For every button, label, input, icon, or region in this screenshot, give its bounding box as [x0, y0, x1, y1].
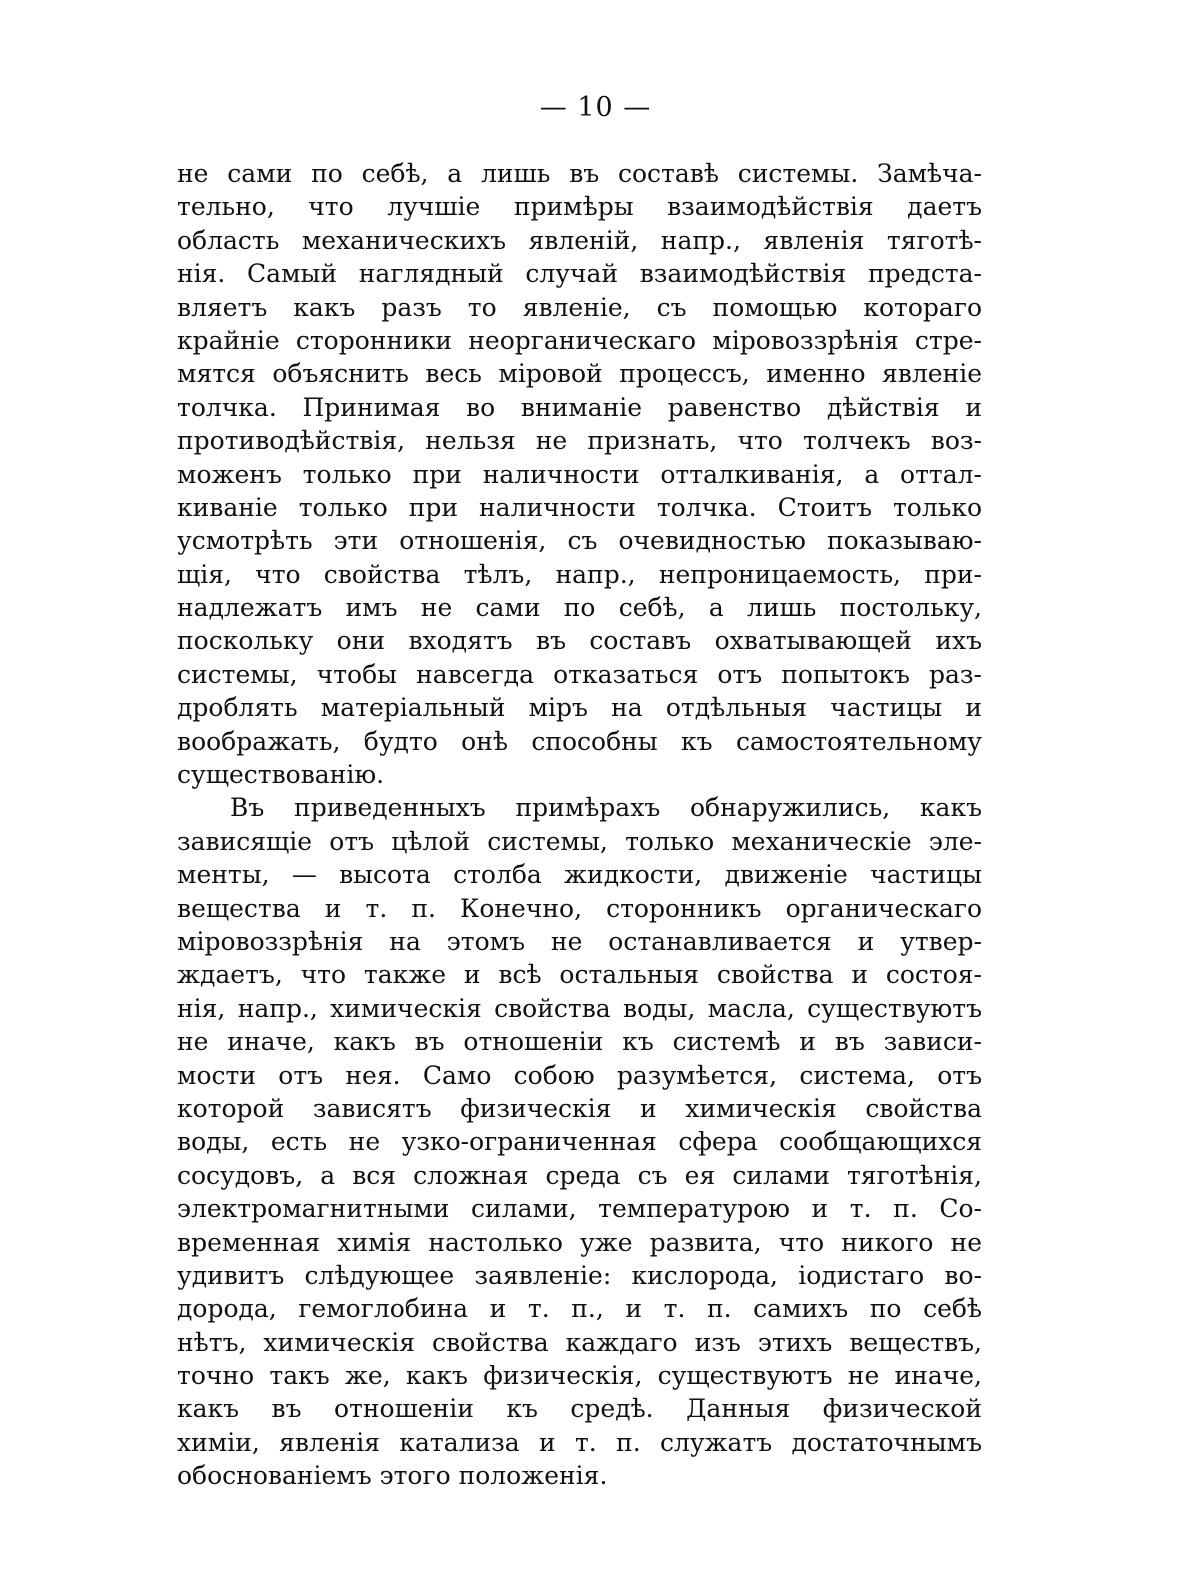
text-line: не сами по себѣ, а лишь въ составѣ системы. Замѣча-	[177, 159, 982, 188]
text-line: временная химія настолько уже развита, что никого не	[177, 1227, 982, 1257]
text-line: зависящіе отъ цѣлой системы, только механическіе эле-	[177, 826, 982, 856]
text-line: точно такъ же, какъ физическія, существуютъ не иначе,	[177, 1361, 982, 1391]
paragraph-2	[177, 791, 982, 1492]
paragraph-1	[177, 157, 982, 791]
text-line: тельно, что лучшіе примѣры взаимодѣйствія даетъ	[177, 192, 982, 222]
text-line: поскольку они входятъ въ составъ охватывающей ихъ	[177, 626, 982, 656]
text-line: какъ въ отношеніи къ средѣ. Данныя физической	[177, 1394, 982, 1424]
text-line: моженъ только при наличности отталкиванія, а оттал-	[177, 459, 982, 489]
text-line: щія, что свойства тѣлъ, напр., непроницаемость, при-	[177, 559, 982, 589]
text-line: сосудовъ, а вся сложная среда съ ея силами тяготѣнія,	[177, 1160, 982, 1190]
text-line: которой зависятъ физическія и химическія свойства	[177, 1093, 982, 1123]
text-line: киваніе только при наличности толчка. Стоитъ только	[177, 492, 982, 522]
text-line: нія. Самый наглядный случай взаимодѣйствія предста-	[177, 259, 982, 289]
text-line: электромагнитными силами, температурою и т. п. Со-	[177, 1194, 982, 1224]
page-number: — 10 —	[539, 92, 652, 123]
text-line: химіи, явленія катализа и т. п. служатъ достаточнымъ	[177, 1427, 982, 1457]
text-line: область механическихъ явленій, напр., явленія тяготѣ-	[177, 225, 982, 255]
text-line: противодѣйствія, нельзя не признать, что толчекъ воз-	[177, 426, 982, 456]
text-line: вляетъ какъ разъ то явленіе, съ помощью котораго	[177, 292, 982, 322]
text-line: нѣтъ, химическія свойства каждаго изъ этихъ веществъ,	[177, 1327, 982, 1357]
text-line: усмотрѣть эти отношенія, съ очевидностью показываю-	[177, 526, 982, 556]
text-line: Въ приведенныхъ примѣрахъ обнаружились, какъ	[230, 793, 982, 823]
text-line: существованію.	[177, 760, 385, 790]
text-line: мости отъ нея. Само собою разумѣется, система, отъ	[177, 1060, 982, 1090]
text-line: воображать, будто онѣ способны къ самостоятельному	[177, 726, 982, 756]
text-line: дроблять матеріальный міръ на отдѣльныя частицы и	[177, 693, 982, 723]
text-line: нія, напр., химическія свойства воды, масла, существуютъ	[177, 993, 982, 1023]
text-line: міровоззрѣнія на этомъ не останавливается и утвер-	[177, 926, 982, 956]
text-line: системы, чтобы навсегда отказаться отъ попытокъ раз-	[177, 659, 982, 689]
body-text	[177, 157, 982, 1493]
text-line: толчка. Принимая во вниманіе равенство дѣйствія и	[177, 392, 982, 422]
text-line: дорода, гемоглобина и т. п., и т. п. самихъ по себѣ	[177, 1294, 982, 1324]
text-line: мятся объяснить весь міровой процессъ, именно явленіе	[177, 359, 982, 389]
text-line: вещества и т. п. Конечно, сторонникъ органическаго	[177, 893, 982, 923]
text-line: менты, — высота столба жидкости, движеніе частицы	[177, 860, 982, 890]
text-line: воды, есть не узко-ограниченная сфера сообщающихся	[177, 1127, 982, 1157]
text-line: не иначе, какъ въ отношеніи къ системѣ и въ зависи-	[177, 1027, 982, 1057]
text-line: крайніе сторонники неорганическаго міровоззрѣнія стре-	[177, 325, 982, 355]
text-line: удивитъ слѣдующее заявленіе: кислорода, іодистаго во-	[177, 1260, 982, 1290]
text-line: обоснованіемъ этого положенія.	[177, 1461, 608, 1491]
text-line: ждаетъ, что также и всѣ остальныя свойства и состоя-	[177, 960, 982, 990]
text-line: надлежатъ имъ не сами по себѣ, а лишь постольку,	[177, 593, 982, 623]
